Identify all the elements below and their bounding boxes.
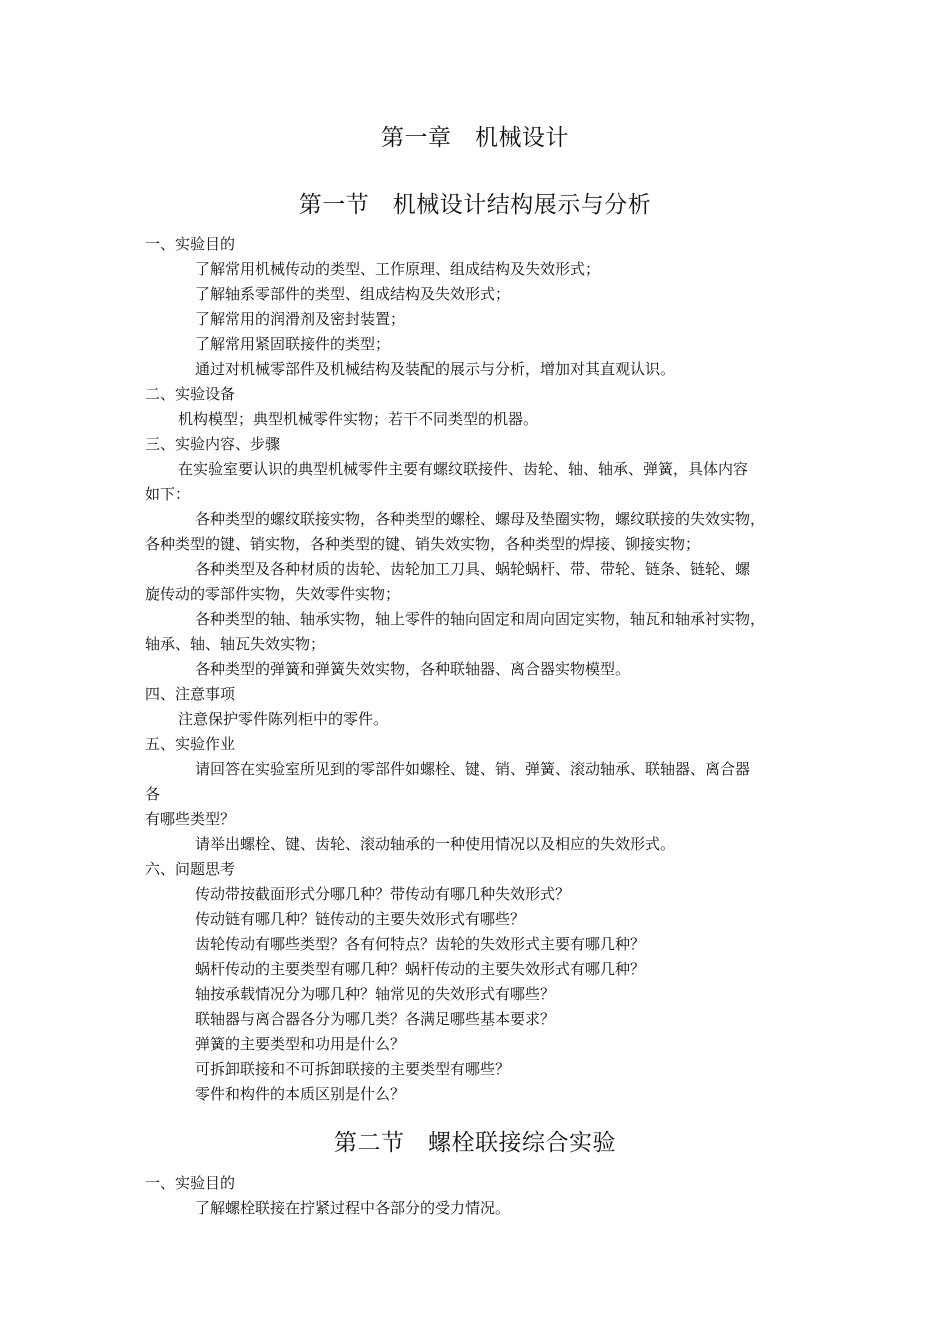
content-paragraph-2-line-1: 各种类型及各种材质的齿轮、齿轮加工刀具、蜗轮蜗杆、带、带轮、链条、链轮、螺: [195, 560, 751, 578]
homework-question-1-line-3: 有哪些类型？: [145, 810, 236, 828]
homework-question-1-line-2: 各: [145, 785, 161, 803]
question-item: 零件和构件的本质区别是什么？: [195, 1085, 406, 1103]
content-paragraph-4: 各种类型的弹簧和弹簧失效实物，各种联轴器、离合器实物模型。: [195, 660, 631, 678]
section-1-purpose-heading: 一、实验目的: [145, 235, 236, 253]
homework-heading: 五、实验作业: [145, 735, 236, 753]
chapter-title: 第一章 机械设计: [381, 125, 569, 151]
notes-heading: 四、注意事项: [145, 685, 236, 703]
content-intro-line-2: 如下：: [145, 485, 191, 503]
section-2-title: 第二节 螺栓联接综合实验: [334, 1130, 616, 1156]
question-item: 轴按承载情况分为哪几种？轴常见的失效形式有哪些？: [195, 985, 556, 1003]
question-item: 可拆卸联接和不可拆卸联接的主要类型有哪些？: [195, 1060, 511, 1078]
content-paragraph-3-line-2: 轴承、轴、轴瓦失效实物；: [145, 635, 326, 653]
purpose-item: 了解常用紧固联接件的类型；: [195, 335, 391, 353]
section-2-purpose-item: 了解螺栓联接在拧紧过程中各部分的受力情况。: [195, 1199, 511, 1217]
question-item: 传动链有哪几种？链传动的主要失效形式有哪些？: [195, 910, 526, 928]
question-item: 联轴器与离合器各分为哪几类？各满足哪些基本要求？: [195, 1010, 556, 1028]
section-1-title: 第一节 机械设计结构展示与分析: [298, 192, 652, 218]
content-intro-line-1: 在实验室要认识的典型机械零件主要有螺纹联接件、齿轮、轴、轴承、弹簧，具体内容: [178, 460, 749, 478]
content-paragraph-1-line-2: 各种类型的键、销实物，各种类型的键、销失效实物，各种类型的焊接、铆接实物；: [145, 535, 701, 553]
equipment-heading: 二、实验设备: [145, 385, 236, 403]
notes-text: 注意保护零件陈列柜中的零件。: [178, 710, 389, 728]
equipment-text: 机构模型；典型机械零件实物；若干不同类型的机器。: [178, 410, 539, 428]
content-paragraph-3-line-1: 各种类型的轴、轴承实物，轴上零件的轴向固定和周向固定实物，轴瓦和轴承衬实物，: [195, 610, 766, 628]
question-item: 传动带按截面形式分哪几种？带传动有哪几种失效形式？: [195, 885, 571, 903]
content-heading: 三、实验内容、步骤: [145, 435, 281, 453]
purpose-item: 了解轴系零部件的类型、组成结构及失效形式；: [195, 285, 511, 303]
purpose-item: 了解常用的润滑剂及密封装置；: [195, 310, 406, 328]
purpose-item: 通过对机械零部件及机械结构及装配的展示与分析，增加对其直观认识。: [195, 360, 676, 378]
question-item: 齿轮传动有哪些类型？各有何特点？齿轮的失效形式主要有哪几种？: [195, 935, 646, 953]
section-2-purpose-heading: 一、实验目的: [145, 1174, 236, 1192]
questions-heading: 六、问题思考: [145, 860, 236, 878]
content-paragraph-2-line-2: 旋传动的零部件实物，失效零件实物；: [145, 585, 401, 603]
content-paragraph-1-line-1: 各种类型的螺纹联接实物，各种类型的螺栓、螺母及垫圈实物，螺纹联接的失效实物，: [195, 510, 766, 528]
question-item: 蜗杆传动的主要类型有哪几种？蜗杆传动的主要失效形式有哪几种？: [195, 960, 646, 978]
homework-question-2: 请举出螺栓、键、齿轮、滚动轴承的一种使用情况以及相应的失效形式。: [195, 835, 676, 853]
purpose-item: 了解常用机械传动的类型、工作原理、组成结构及失效形式；: [195, 260, 601, 278]
homework-question-1-line-1: 请回答在实验室所见到的零部件如螺栓、键、销、弹簧、滚动轴承、联轴器、离合器: [195, 760, 751, 778]
question-item: 弹簧的主要类型和功用是什么？: [195, 1035, 406, 1053]
